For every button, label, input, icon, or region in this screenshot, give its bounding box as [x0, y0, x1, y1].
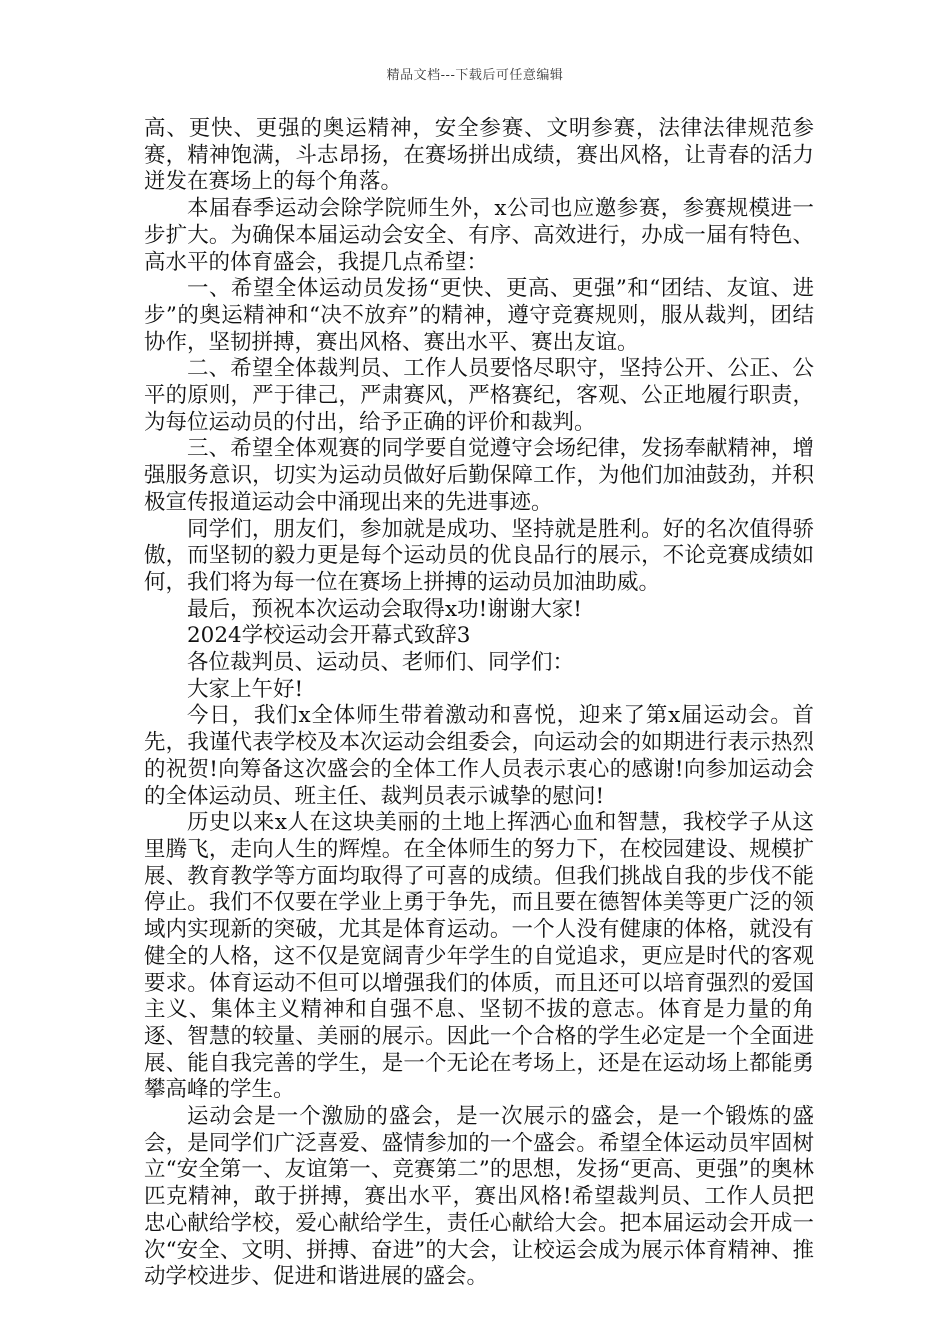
section-title: 2024学校运动会开幕式致辞3 [187, 623, 471, 649]
paragraph-point-two: 二、希望全体裁判员、工作人员要恪尽职守，坚持公开、公正、公平的原则，严于律己，严肃赛风，严格赛纪，客观、公正地履行职责，为每位运动员的付出，给予正确的评价和裁判。 [144, 356, 814, 435]
paragraph-point-one: 一、希望全体运动员发扬“更快、更高、更强”和“团结、友谊、进步”的奥运精神和“决不放弃”的精神，遵守竞赛规则，服从裁判，团结协作，坚韧拼搏，赛出风格、赛出水平、赛出友谊。 [144, 276, 814, 355]
paragraph: 本届春季运动会除学院师生外，x公司也应邀参赛，参赛规模进一步扩大。为确保本届运动会安全、有序、高效进行，办成一届有特色、高水平的体育盛会，我提几点希望： [144, 196, 814, 275]
paragraph-continuation: 高、更快、更强的奥运精神，安全参赛、文明参赛，法律法律规范参赛，精神饱满，斗志昂扬，在赛场拼出成绩，赛出风格，让青春的活力迸发在赛场上的每个角落。 [144, 116, 814, 195]
document-body [144, 116, 814, 1291]
paragraph: 今日，我们x全体师生带着激动和喜悦，迎来了第x届运动会。首先，我谨代表学校及本次运动会组委会，向运动会的如期进行表示热烈的祝贺!向筹备这次盛会的全体工作人员表示衷心的感谢!向参加运动会的全体运动员、班主任、裁判员表示诚挚的慰问! [144, 703, 814, 809]
paragraph: 历史以来x人在这块美丽的土地上挥洒心血和智慧，我校学子从这里腾飞，走向人生的辉煌。在全体师生的努力下，在校园建设、规模扩展、教育教学等方面均取得了可喜的成绩。但我们挑战自我的步伐不能停止。我们不仅要在学业上勇于争先，而且要在德智体美等更广泛的领域内实现新的突破，尤其是体育运动。一个人没有健康的体格，就没有健全的人格，这不仅是宽阔青少年学生的自觉追求，更应是时代的客观要求。体育运动不但可以增强我们的体质，而且还可以培育强烈的爱国主义、集体主义精神和自强不息、坚韧不拔的意志。体育是力量的角逐、智慧的较量、美丽的展示。因此一个合格的学生必定是一个全面进展、能自我完善的学生，是一个无论在考场上，还是在运动场上都能勇攀高峰的学生。 [144, 810, 814, 1103]
salutation: 各位裁判员、运动员、老师们、同学们： [187, 650, 575, 676]
greeting: 大家上午好! [187, 676, 304, 702]
paragraph-point-three: 三、希望全体观赛的同学要自觉遵守会场纪律，发扬奉献精神，增强服务意识，切实为运动员做好后勤保障工作，为他们加油鼓劲，并积极宣传报道运动会中涌现出来的先进事迹。 [144, 436, 814, 515]
paragraph: 同学们，朋友们，参加就是成功、坚持就是胜利。好的名次值得骄傲，而坚韧的毅力更是每个运动员的优良品行的展示，不论竞赛成绩如何，我们将为每一位在赛场上拼搏的运动员加油助威。 [144, 516, 814, 595]
paragraph-closing: 最后，预祝本次运动会取得x功!谢谢大家! [187, 596, 582, 622]
page-header: 精品文档---下载后可任意编辑 [386, 68, 564, 83]
paragraph: 运动会是一个激励的盛会，是一次展示的盛会，是一个锻炼的盛会，是同学们广泛喜爱、盛情参加的一个盛会。希望全体运动员牢固树立“安全第一、友谊第一、竞赛第二”的思想，发扬“更高、更强”的奥林匹克精神，敢于拼搏，赛出水平，赛出风格!希望裁判员、工作人员把忠心献给学校，爱心献给学生，责任心献给大会。把本届运动会开成一次“安全、文明、拼搏、奋进”的大会，让校运会成为展示体育精神、推动学校进步、促进和谐进展的盛会。 [144, 1104, 814, 1290]
